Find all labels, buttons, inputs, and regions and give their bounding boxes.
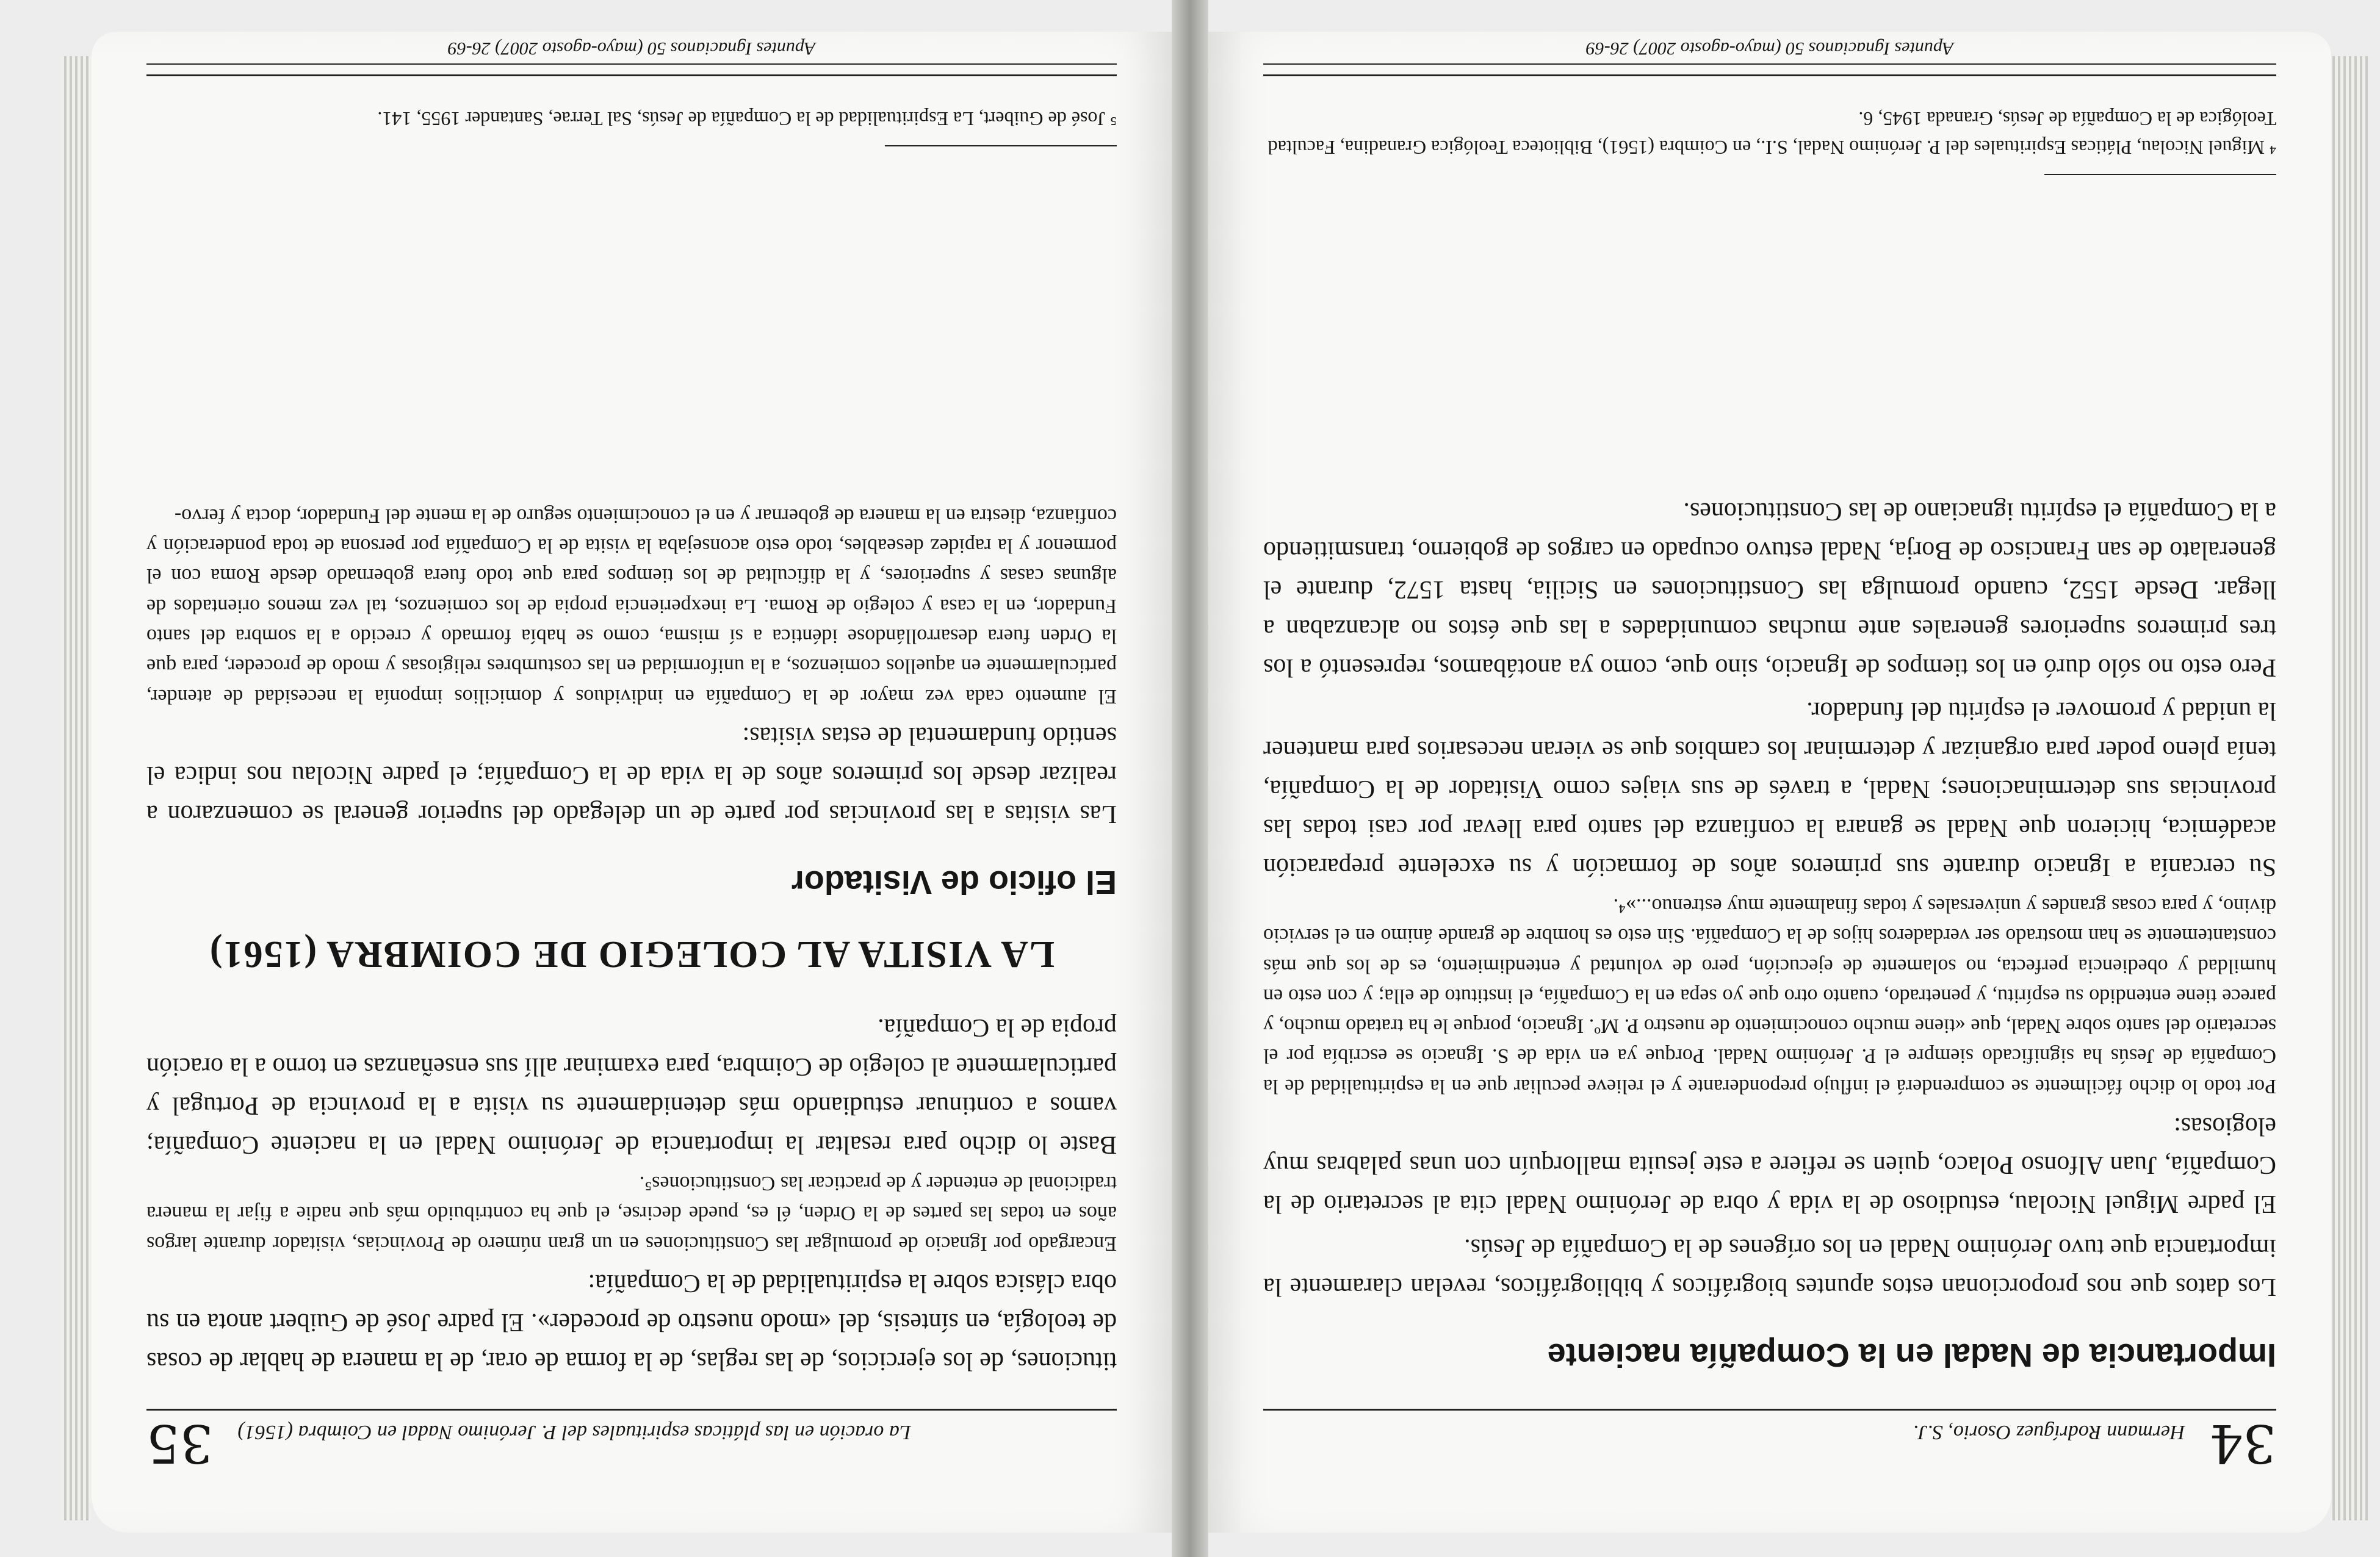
left-page <box>1208 32 2331 1533</box>
footer-rule <box>146 63 1117 65</box>
footnotes <box>1263 105 2276 175</box>
right-running-head <box>146 1409 1117 1473</box>
page-edges-left <box>2331 56 2368 1520</box>
footnote: ⁵ José de Guibert, La Espiritualidad de la Compañía de Jesús, Sal Terrae, Santander 1955, 141. <box>377 108 1117 131</box>
paragraph: Los datos que nos proporcionan estos apuntes biográficos y bibliográficos, revelan claramente la importancia que tuvo Jerónimo Nadal en los orígenes de la Compañía de Jesús. <box>1263 1234 2276 1301</box>
footer-rule <box>1263 63 2276 65</box>
paragraph: Su cercanía a Ignacio durante sus primeros años de formación y su excelente preparación académica, hicieron que Nadal se ganara la confianza del santo para llevar por casi todas las provincias sus determinaciones; Nadal, a través de sus viajes como Visitador de la Compañía, tenía pleno poder para organizar y determinar los cambios que se vieran necesarios para mantener la unidad y promover el espíritu del fundador. <box>1263 697 2276 881</box>
book-spine <box>1172 0 1208 1557</box>
footer-rule <box>1263 74 2276 76</box>
footer-rule <box>146 74 1117 76</box>
left-running-head <box>1263 1409 2276 1473</box>
paragraph: Baste lo dicho para resaltar la importancia de Jerónimo Nadal en la naciente Compañía; vamos a continuar estudiando más detenidamente su visita a la provincia de Portugal y particularmente al colegio de Coimbra, para examinar allí sus enseñanzas en torno a la oración propia de la Compañía. <box>146 1013 1117 1159</box>
footnote-rule <box>885 145 1117 146</box>
page-number: 35 <box>146 1412 214 1473</box>
footnote: ⁴ Miguel Nicolau, Pláticas Espirituales del P. Jerónimo Nadal, S.I., en Coimbra (1561), Biblioteca Teológica Granadina, Facultad Teológica de la Compañía de Jesús, Granada 1945, 6. <box>1268 108 2276 159</box>
footer-runner: Apuntes Ignacianos 50 (mayo-agosto 2007) 26-69 <box>1585 38 1954 59</box>
footer-runner: Apuntes Ignacianos 50 (mayo-agosto 2007) 26-69 <box>447 38 816 59</box>
section-heading: El oficio de Visitador <box>791 864 1117 901</box>
chapter-title: LA VISITA AL COLEGIO DE COIMBRA (1561) <box>208 933 1055 976</box>
right-body <box>146 495 1117 1380</box>
paragraph: tituciones, de los ejercicios, de las reglas, de la forma de orar, de la manera de hablar de cosas de teología, en síntesis, del «modo nuestro de proceder». El padre José de Guibert anota en su obra clásica sobre la espiritualidad de la Compañía: <box>146 1269 1117 1375</box>
block-quote: El aumento cada vez mayor de la Compañía en individuos y domicilios imponía la necesidad de atender, particularmente en aquellos comienzos, a la uniformidad en las costumbres religiosas y modo de proceder, para que la Orden fuera desarrollándose idéntica a sí misma, como se había formado y crecido a la sombra del santo Fundador, en la casa y colegio de Roma. La inexperiencia propia de los comienzos, tal vez menos orientados de algunas casas y superiores, y la dificultad de los tiempos para que todo fuera gobernado desde Roma con el pormenor y la rapidez deseables, todo esto aconsejaba la visita de la Compañía por persona de toda ponderación y confianza, diestra en la manera de gobernar y en el conocimiento seguro de la mente del Fundador, docta y fervo- <box>146 504 1117 708</box>
running-head-text: La oración en las pláticas espirituales del P. Jerónimo Nadal en Coimbra (1561) <box>237 1421 911 1444</box>
right-page <box>92 32 1172 1533</box>
running-head-text: Hermann Rodríguez Osorio, S.J. <box>1913 1421 2185 1444</box>
footnotes <box>146 105 1117 146</box>
block-quote: Por todo lo dicho fácilmente se comprenderá el influjo preponderante y el relieve peculiar que en la espiritualidad de la Compañía de Jesús ha significado siempre el P. Jerónimo Nadal. Porque ya en vida de S. Ignacio se escribía por el secretario del santo sobre Nadal, que «tiene mucho conocimiento de nuestro P. Mº. Ignacio, porque le ha tratado mucho, y parece tiene entendido su espíritu, y penetrado, cuanto otro que yo sepa en la Compañía, el instituto de ella; y con esto en humildad y obediencia perfecta, no solamente de ejecución, pero de voluntad y entendimiento, es de los que más constantemente se han mostrado ser verdaderos hijos de la Compañía. Sin esto es hombre de grande ánimo en el servicio divino, y para cosas grandes y universales y todas finalmente muy estrenuo...»⁴. <box>1263 894 2276 1098</box>
page-edges-right <box>61 56 92 1520</box>
page-number: 34 <box>2209 1412 2276 1473</box>
paragraph: El padre Miguel Nicolau, estudioso de la vida y obra de Jerónimo Nadal cita al secretario de la Compañía, Juan Alfonso Polaco, quien se refiere a este jesuita mallorquín con unas palabras muy elogiosas: <box>1263 1112 2276 1218</box>
footnote-rule <box>2044 174 2276 175</box>
paragraph: Las visitas a las provincias por parte de un delegado del superior general se comenzaron a realizar desde los primeros años de la vida de la Compañía; el padre Nicolau nos indica el sentido fundamental de estas visitas: <box>146 722 1117 828</box>
block-quote: Encargado por Ignacio de promulgar las Constituciones en un gran número de Provincias, visitador durante largos años en todas las partes de la Orden, él es, puede decirse, el que ha contribuido más que nadie a fijar la manera tradicional de entender y de practicar las Constituciones⁵. <box>146 1171 1117 1255</box>
left-body <box>1263 486 2276 1380</box>
paragraph: Pero esto no sólo duró en los tiempos de Ignacio, sino que, como ya anotábamos, representó a los tres primeros superiores generales ante muchas comunidades a las que éstos no alcanzaban a llegar. Desde 1552, cuando promulga las Constituciones en Sicilia, hasta 1572, durante el generalato de san Francisco de Borja, Nadal estuvo ocupado en cargos de gobierno, transmitiendo a la Compañía el espíritu ignaciano de las Constituciones. <box>1263 497 2276 681</box>
section-heading: Importancia de Nadal en la Compañía naciente <box>1547 1337 2276 1373</box>
